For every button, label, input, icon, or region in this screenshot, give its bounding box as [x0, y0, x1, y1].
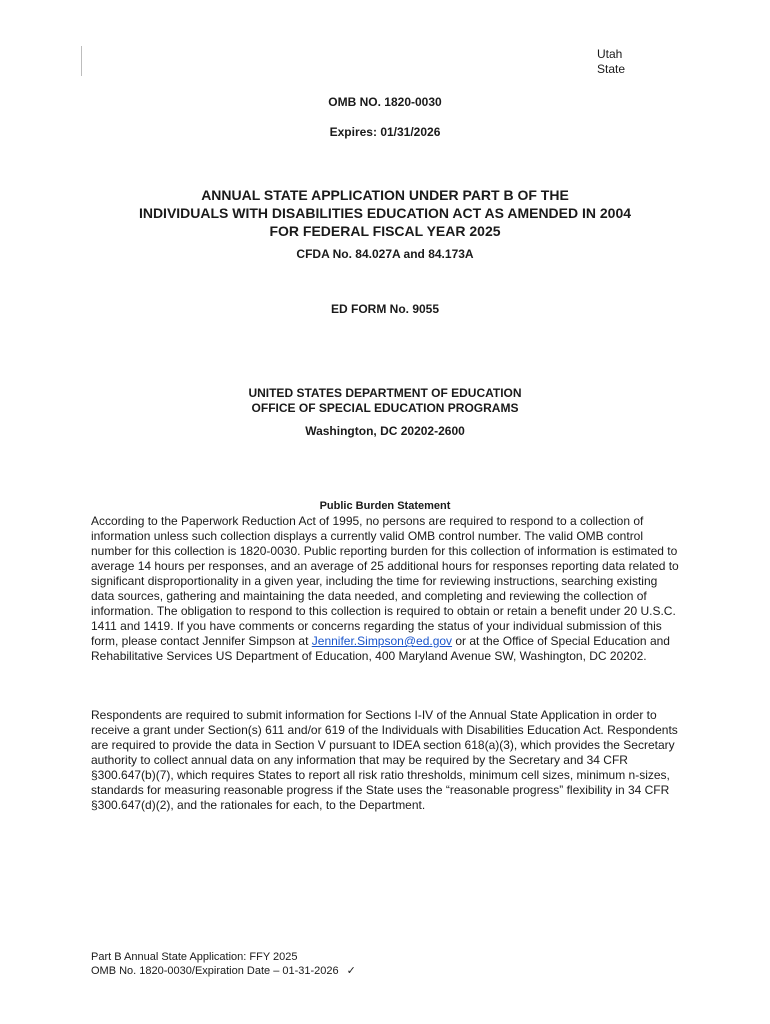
- expiration-date: Expires: 01/31/2026: [329, 125, 441, 139]
- department-line1: UNITED STATES DEPARTMENT OF EDUCATION: [248, 386, 522, 400]
- state-label: [597, 47, 625, 77]
- page-footer: [91, 950, 356, 978]
- margin-rule: [81, 46, 82, 76]
- title-line3: FOR FEDERAL FISCAL YEAR 2025: [269, 223, 501, 239]
- title-line1: ANNUAL STATE APPLICATION UNDER PART B OF THE: [201, 187, 569, 203]
- title-line2: INDIVIDUALS WITH DISABILITIES EDUCATION ACT AS AMENDED IN 2004: [138, 205, 632, 221]
- checkmark-icon: ✓: [346, 965, 356, 977]
- footer-line1: Part B Annual State Application: FFY 2025: [91, 951, 298, 963]
- footer-line2: [91, 964, 356, 978]
- document-title: [0, 186, 770, 240]
- burden-statement: [91, 514, 683, 664]
- footer-omb-text: OMB No. 1820-0030/Expiration Date – 01-31-2026: [91, 965, 339, 977]
- contact-email-link[interactable]: Jennifer.Simpson@ed.gov: [311, 634, 453, 648]
- department-address: Washington, DC 20202-2600: [305, 424, 465, 438]
- omb-number: OMB NO. 1820-0030: [328, 95, 442, 109]
- burden-text-before: According to the Paperwork Reduction Act of 1995, no persons are required to respond to a collection of information unless such collection displays a currently valid OMB control number. The valid OMB control number for this collection is 1820-0030. Public reporting burden for this collection of information is estimated to average 14 hours per responses, and an average of 25 additional hours for responses reporting data related to significant disproportionality in a given year, including the time for reviewing instructions, searching existing data sources, gathering and maintaining the data needed, and completing and reviewing the collection of information. The obligation to respond to this collection is required to obtain or retain a benefit under 20 U.S.C. 1411 and 1419. If you have comments or concerns regarding the status of your individual submission of this form, please contact Jennifer Simpson at: [91, 514, 679, 648]
- respondents-statement: Respondents are required to submit information for Sections I-IV of the Annual State Application in order to receive a grant under Section(s) 611 and/or 619 of the Individuals with Disabilities Education Act. Respondents are required to provide the data in Section V pursuant to IDEA section 618(a)(3), which provides the Secretary authority to collect annual data on any information that may be required by the Secretary and 34 CFR §300.647(b)(7), which requires States to report all risk ratio thresholds, minimum cell sizes, minimum n-sizes, standards for measuring reasonable progress if the State uses the “reasonable progress” flexibility in 34 CFR §300.647(d)(2), and the rationales for each, to the Department.: [91, 708, 678, 812]
- department-line2: OFFICE OF SPECIAL EDUCATION PROGRAMS: [251, 401, 519, 415]
- state-line2: State: [597, 62, 626, 76]
- ed-form-number: ED FORM No. 9055: [330, 302, 440, 316]
- state-line1: Utah: [597, 47, 623, 61]
- cfda-number: CFDA No. 84.027A and 84.173A: [296, 247, 474, 261]
- burden-text-after: or at the Office of Special Education and Rehabilitative Services US Department of Education, 400 Maryland Avenue SW, Washington, DC 20202.: [91, 634, 670, 663]
- department-name: [0, 386, 770, 416]
- burden-heading: Public Burden Statement: [319, 500, 451, 512]
